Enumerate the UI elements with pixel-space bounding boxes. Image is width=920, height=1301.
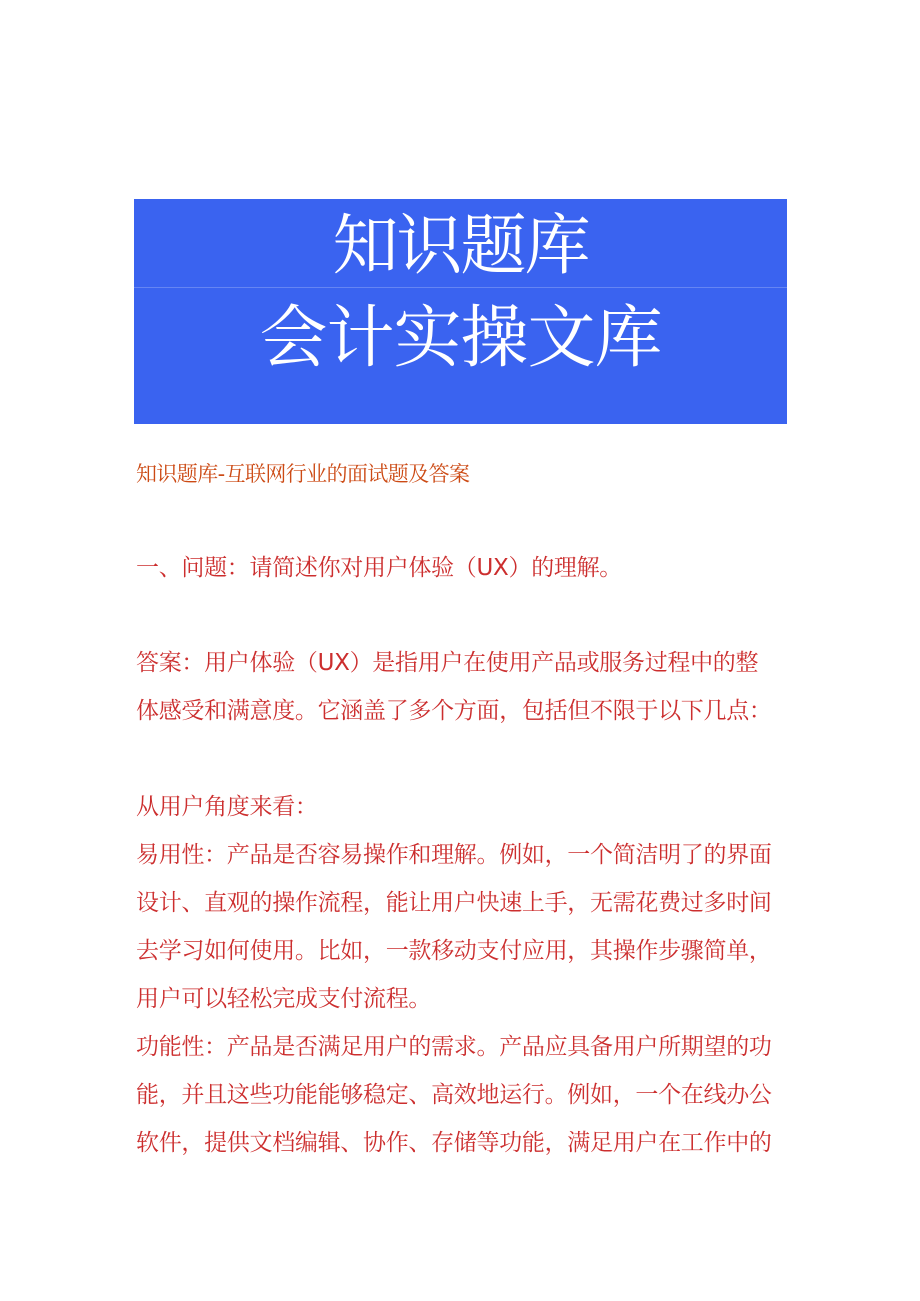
question-line: 一、问题：请简述你对用户体验（UX）的理解。 xyxy=(136,555,622,581)
answer-line-2: 体感受和满意度。它涵盖了多个方面，包括但不限于以下几点： xyxy=(136,698,772,724)
paragraph-line: 去学习如何使用。比如，一款移动支付应用，其操作步骤简单， xyxy=(136,938,772,964)
answer-line-1: 答案：用户体验（UX）是指用户在使用产品或服务过程中的整 xyxy=(136,650,759,676)
document-title: 知识题库-互联网行业的面试题及答案 xyxy=(136,462,470,486)
section-heading: 从用户角度来看： xyxy=(136,794,318,820)
banner-divider xyxy=(134,287,787,288)
paragraph-line: 用户可以轻松完成支付流程。 xyxy=(136,986,432,1012)
paragraph-line: 能，并且这些功能能够稳定、高效地运行。例如，一个在线办公 xyxy=(136,1082,772,1108)
paragraph-line: 软件，提供文档编辑、协作、存储等功能，满足用户在工作中的 xyxy=(136,1130,772,1156)
paragraph-line: 设计、直观的操作流程，能让用户快速上手，无需花费过多时间 xyxy=(136,890,772,916)
paragraph-line: 功能性：产品是否满足用户的需求。产品应具备用户所期望的功 xyxy=(136,1034,772,1060)
banner-title-line1: 知识题库 xyxy=(332,207,589,284)
header-banner xyxy=(134,199,787,424)
banner-title-line2: 会计实操文库 xyxy=(259,299,662,378)
paragraph-line: 易用性：产品是否容易操作和理解。例如，一个简洁明了的界面 xyxy=(136,842,772,868)
